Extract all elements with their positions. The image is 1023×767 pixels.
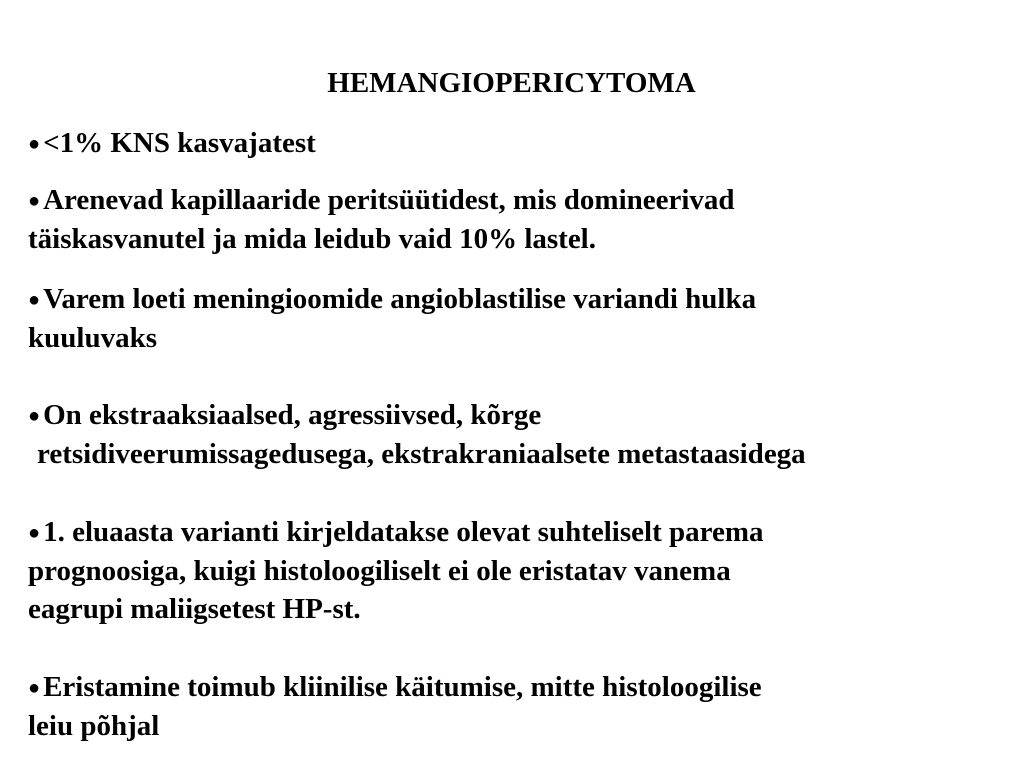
bullet-line — [28, 513, 1018, 552]
bullet-line — [28, 181, 1018, 220]
bullet-text-continued: retsidiveerumissagedusega, ekstrakraniaalsete metastaasidega — [37, 438, 806, 470]
bullet-line — [28, 280, 1018, 319]
slide-title: HEMANGIOPERICYTOMA — [327, 67, 696, 99]
bullet-item-5 — [28, 513, 1018, 628]
bullet-item-3 — [28, 280, 1018, 357]
bullet-text: 1. eluaasta varianti kirjeldatakse olevat suhteliselt parema — [43, 516, 764, 548]
bullet-item-4 — [28, 396, 1018, 473]
bullet-dot-icon: ● — [28, 677, 41, 699]
bullet-text-continued: leiu põhjal — [28, 710, 160, 742]
bullet-line — [28, 668, 1018, 707]
bullet-item-6 — [28, 668, 1018, 745]
bullet-dot-icon: ● — [28, 405, 41, 427]
bullet-item-1 — [28, 124, 1018, 163]
bullet-text-continued: täiskasvanutel ja mida leidub vaid 10% lastel. — [28, 223, 596, 255]
bullet-text: Eristamine toimub kliinilise käitumise, mitte histoloogilise — [43, 671, 762, 703]
bullet-text: Varem loeti meningioomide angioblastilise variandi hulka — [43, 283, 757, 315]
bullet-dot-icon: ● — [28, 133, 41, 155]
bullet-line — [28, 124, 1018, 163]
bullet-text-continued: kuuluvaks — [28, 322, 157, 354]
bullet-text: <1% KNS kasvajatest — [43, 127, 316, 159]
bullet-text: Arenevad kapillaaride peritsüütidest, mis domineerivad — [43, 184, 735, 216]
bullet-item-2 — [28, 181, 1018, 258]
bullet-text-continued: eagrupi maliigsetest HP-st. — [28, 593, 361, 625]
bullet-line — [28, 396, 1018, 435]
bullet-dot-icon: ● — [28, 522, 41, 544]
bullet-text: On ekstraaksiaalsed, agressiivsed, kõrge — [43, 399, 542, 431]
bullet-dot-icon: ● — [28, 190, 41, 212]
bullet-dot-icon: ● — [28, 289, 41, 311]
bullet-text-continued: prognoosiga, kuigi histoloogiliselt ei ole eristatav vanema — [28, 555, 731, 587]
